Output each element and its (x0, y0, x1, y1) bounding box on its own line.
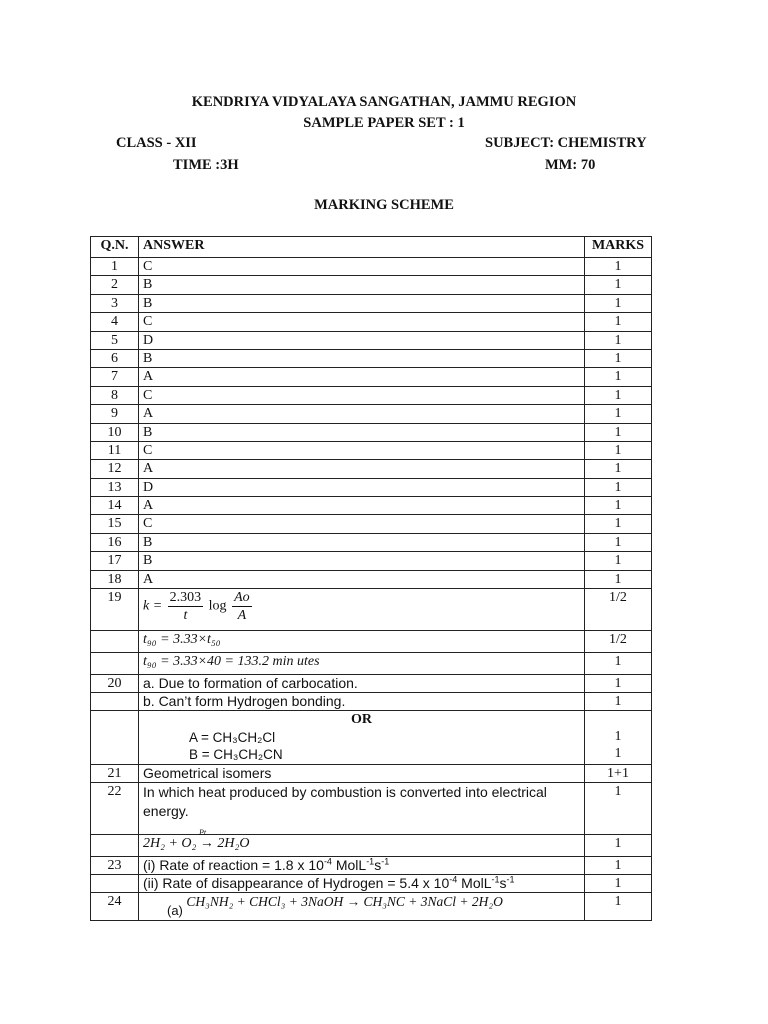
question-number: 9 (91, 405, 139, 423)
equation-reaction: CH₃NH₂ + CHCl₃ + 3NaOH → CH₃NC + 3NaCl + 2H₂O (186, 894, 503, 910)
question-number (91, 631, 139, 653)
rate-unit-s: s (499, 875, 507, 892)
question-number: 6 (91, 349, 139, 367)
answer-cell (139, 875, 585, 893)
equation-reaction: 2H₂ + O₂ → 2H₂O (143, 836, 250, 852)
answer-cell: A (139, 497, 585, 515)
formula-log: log (208, 598, 227, 614)
answer-cell: A (139, 570, 585, 588)
answer-cell: C (139, 313, 585, 331)
question-number: 4 (91, 313, 139, 331)
answer-cell: C (139, 258, 585, 276)
answer-cell: A (139, 405, 585, 423)
table-row (91, 423, 652, 441)
rate-unit: MolL (331, 857, 367, 874)
question-number: 19 (91, 589, 139, 631)
formula-fraction (168, 589, 204, 624)
answer-cell (139, 828, 585, 857)
table-row (91, 631, 652, 653)
table-row (91, 570, 652, 588)
fraction-denominator: t (183, 608, 188, 624)
question-number (91, 653, 139, 675)
answer-cell: t₉₀ = 3.33×t₅₀ (139, 631, 585, 653)
answer-line-A: A = CH₃CH₂Cl (189, 730, 276, 746)
table-row (91, 441, 652, 459)
question-number: 7 (91, 368, 139, 386)
answer-cell: C (139, 515, 585, 533)
rate-unit-s-exp: -1 (381, 856, 390, 867)
table-row (91, 693, 652, 711)
answer-cell: B (139, 294, 585, 312)
header-qn: Q.N. (91, 237, 139, 258)
answer-cell: B (139, 349, 585, 367)
answer-cell (139, 857, 585, 875)
marking-scheme-title: MARKING SCHEME (314, 197, 454, 213)
marks-cell: 1 (585, 460, 652, 478)
table-header-row (91, 237, 652, 258)
question-number: 2 (91, 276, 139, 294)
question-number: 1 (91, 258, 139, 276)
rate-exponent: -4 (449, 874, 458, 885)
header-marks: MARKS (585, 237, 652, 258)
marks-B: 1 (614, 746, 622, 762)
marks-cell: 1/2 (585, 631, 652, 653)
rate-unit-exp: -1 (491, 874, 500, 885)
marks-cell: 1 (585, 515, 652, 533)
question-number: 10 (91, 423, 139, 441)
marks-cell: 1 (585, 875, 652, 893)
table-row (91, 405, 652, 423)
marks-cell: 1 (585, 349, 652, 367)
table-row (91, 386, 652, 404)
question-number: 22 (91, 783, 139, 835)
question-number (91, 693, 139, 711)
table-row (91, 294, 652, 312)
question-number: 12 (91, 460, 139, 478)
marks-cell: 1 (585, 552, 652, 570)
answer-cell: B (139, 533, 585, 551)
table-row (91, 835, 652, 857)
answer-cell: D (139, 331, 585, 349)
marks-cell: 1+1 (585, 765, 652, 783)
marks-cell: 1 (585, 653, 652, 675)
answer-cell: B (139, 276, 585, 294)
answer-cell: t₉₀ = 3.33×40 = 133.2 min utes (139, 653, 585, 675)
table-row (91, 589, 652, 631)
marks-cell: 1 (585, 675, 652, 693)
marks-cell: 1 (585, 893, 652, 921)
table-row (91, 765, 652, 783)
answer-cell: B (139, 552, 585, 570)
question-number: 11 (91, 441, 139, 459)
table-row (91, 653, 652, 675)
subject-label: SUBJECT: CHEMISTRY (485, 135, 647, 151)
answer-cell: b. Can’t form Hydrogen bonding. (139, 693, 585, 711)
question-number (91, 875, 139, 893)
table-row (91, 313, 652, 331)
marks-cell: 1 (585, 570, 652, 588)
table-row (91, 783, 652, 835)
marks-cell (585, 711, 652, 765)
rate-text: (ii) Rate of disappearance of Hydrogen = 5.4 x 10 (143, 875, 450, 892)
answer-cell: a. Due to formation of carbocation. (139, 675, 585, 693)
marks-cell: 1 (585, 835, 652, 857)
formula-k: k = (143, 598, 163, 614)
question-number (91, 711, 139, 765)
table-row (91, 349, 652, 367)
answer-cell: A (139, 368, 585, 386)
table-row (91, 515, 652, 533)
question-number: 5 (91, 331, 139, 349)
max-marks-label: MM: 70 (545, 157, 596, 173)
table-row (91, 857, 652, 875)
marks-A: 1 (614, 729, 622, 745)
answer-cell (139, 711, 585, 765)
question-number: 13 (91, 478, 139, 496)
question-number: 15 (91, 515, 139, 533)
marking-scheme-table (90, 236, 652, 921)
catalyst-label: Pt (199, 828, 207, 838)
ratio-denominator: A (237, 608, 247, 624)
question-number (91, 835, 139, 857)
marks-cell: 1 (585, 368, 652, 386)
rate-unit-s: s (374, 857, 382, 874)
question-number: 17 (91, 552, 139, 570)
marks-cell: 1/2 (585, 589, 652, 631)
marks-cell: 1 (585, 294, 652, 312)
answer-cell (139, 893, 585, 921)
marks-cell: 1 (585, 386, 652, 404)
table-row (91, 893, 652, 921)
table-row (91, 258, 652, 276)
rate-text: (i) Rate of reaction = 1.8 x 10 (143, 857, 324, 874)
marks-cell: 1 (585, 857, 652, 875)
rate-exponent: -4 (323, 856, 332, 867)
marks-cell: 1 (585, 533, 652, 551)
answer-cell: C (139, 441, 585, 459)
marks-cell: 1 (585, 258, 652, 276)
answer-cell: Geometrical isomers (139, 765, 585, 783)
marks-cell: 1 (585, 478, 652, 496)
marks-cell: 1 (585, 497, 652, 515)
question-number: 3 (91, 294, 139, 312)
marks-cell: 1 (585, 441, 652, 459)
header-answer: ANSWER (139, 237, 585, 258)
table-row (91, 460, 652, 478)
marks-cell: 1 (585, 423, 652, 441)
question-number: 20 (91, 675, 139, 693)
question-number: 8 (91, 386, 139, 404)
table-row (91, 497, 652, 515)
marks-cell: 1 (585, 276, 652, 294)
table-row (91, 675, 652, 693)
answer-cell (139, 589, 585, 631)
question-number: 14 (91, 497, 139, 515)
table-row (91, 875, 652, 893)
part-label: (a) (167, 903, 183, 919)
table-row (91, 478, 652, 496)
class-label: CLASS - XII (116, 135, 197, 151)
or-separator: OR (351, 712, 372, 728)
table-row (91, 533, 652, 551)
question-number: 21 (91, 765, 139, 783)
organization-title: KENDRIYA VIDYALAYA SANGATHAN, JAMMU REGION (191, 94, 577, 110)
ratio-numerator: Ao (234, 590, 250, 606)
marks-cell: 1 (585, 405, 652, 423)
time-label: TIME :3H (173, 157, 239, 173)
answer-cell: In which heat produced by combustion is converted into electrical energy. (139, 783, 585, 835)
marks-cell: 1 (585, 331, 652, 349)
table-row (91, 552, 652, 570)
question-number: 16 (91, 533, 139, 551)
paper-set-title: SAMPLE PAPER SET : 1 (303, 115, 465, 131)
marks-cell: 1 (585, 783, 652, 835)
marks-cell: 1 (585, 693, 652, 711)
question-number: 24 (91, 893, 139, 921)
formula-ratio (232, 589, 252, 624)
rate-unit-exp: -1 (366, 856, 375, 867)
question-number: 18 (91, 570, 139, 588)
answer-cell: C (139, 386, 585, 404)
table-row (91, 711, 652, 765)
table-row (91, 368, 652, 386)
answer-cell: A (139, 460, 585, 478)
answer-cell: D (139, 478, 585, 496)
answer-cell: B (139, 423, 585, 441)
question-number: 23 (91, 857, 139, 875)
answer-line-B: B = CH₃CH₂CN (189, 747, 283, 763)
rate-unit: MolL (457, 875, 492, 892)
table-row (91, 331, 652, 349)
rate-unit-s-exp: -1 (506, 874, 515, 885)
marks-cell: 1 (585, 313, 652, 331)
fraction-numerator: 2.303 (169, 590, 202, 606)
table-row (91, 276, 652, 294)
